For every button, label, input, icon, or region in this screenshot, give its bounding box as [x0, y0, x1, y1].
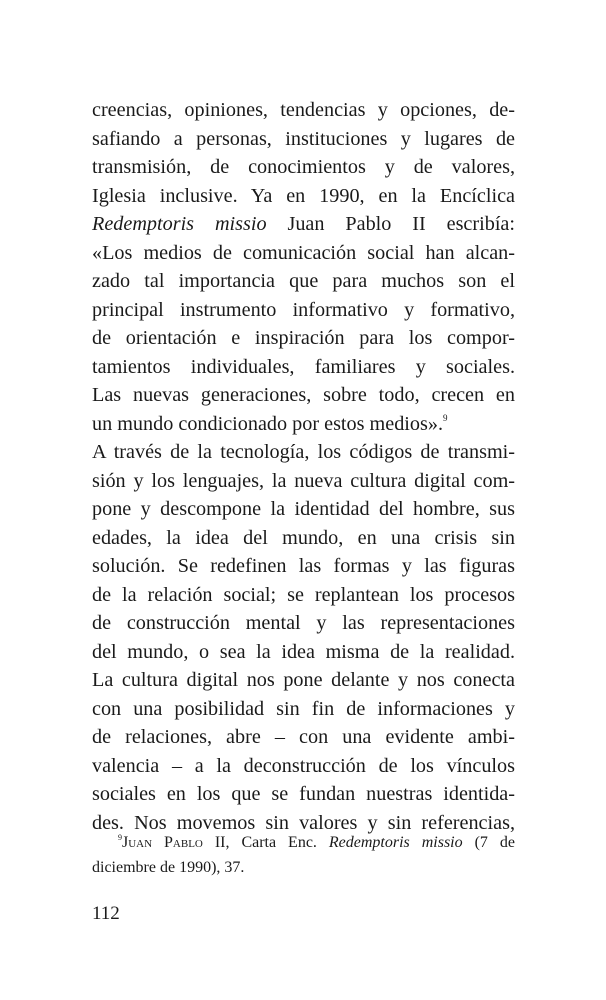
- body-text: [92, 96, 515, 837]
- text-line: valencia – a la deconstrucción de los vínculos: [92, 754, 515, 777]
- footnote-title: Redemptoris missio: [328, 834, 463, 851]
- text-line: edades, la idea del mundo, en una crisis sin: [92, 526, 515, 549]
- text-line: con una posibilidad sin fin de informaciones y: [92, 697, 515, 720]
- text-line: safiando a personas, instituciones y lugares de: [92, 127, 515, 150]
- text-line: creencias, opiniones, tendencias y opciones, de-: [92, 99, 515, 121]
- text-line: Las nuevas generaciones, sobre todo, crecen en: [92, 384, 515, 406]
- text-line: tamientos individuales, familiares y sociales.: [92, 355, 515, 378]
- footnote-line: $^9$Juan Pablo II, Carta Enc. Redemptoris missio (7 de: [118, 833, 515, 851]
- footnote-number: 9: [118, 833, 122, 842]
- footnote-line: diciembre de 1990), 37.: [92, 859, 245, 876]
- text-line: solución. Se redefinen las formas y las figuras: [92, 555, 515, 577]
- page-number: 112: [92, 903, 120, 924]
- encyclical-title: Redemptoris missio: [92, 213, 267, 235]
- text-line: sociales en los que se fundan nuestras identida-: [92, 783, 515, 805]
- text-line: des. Nos movemos sin valores y sin referencias,: [92, 811, 515, 834]
- text-line: transmisión, de conocimientos y de valores,: [92, 156, 515, 178]
- footnote-author: Juan Pablo II: [122, 834, 226, 851]
- text-line: un mundo condicionado por estos medios».$^9$: [92, 412, 448, 435]
- text-line: A través de la tecnología, los códigos de transmi-: [92, 441, 515, 463]
- footnote: [92, 830, 515, 880]
- text-line: Redemptoris missio Juan Pablo II escribía:: [92, 213, 515, 235]
- text-line: de relaciones, abre – con una evidente ambi-: [92, 726, 515, 748]
- text-line: de construcción mental y las representaciones: [92, 612, 515, 634]
- text-line: pone y descompone la identidad del hombre, sus: [92, 498, 515, 520]
- text-line: Iglesia inclusive. Ya en 1990, en la Encíclica: [92, 184, 515, 207]
- text-line: sión y los lenguajes, la nueva cultura digital com-: [92, 469, 515, 492]
- text-line: principal instrumento informativo y formativo,: [92, 298, 515, 321]
- text-line: de orientación e inspiración para los compor-: [92, 327, 515, 349]
- text-line: de la relación social; se replantean los procesos: [92, 583, 515, 606]
- text-line: zado tal importancia que para muchos son el: [92, 270, 515, 292]
- text-line: del mundo, o sea la idea misma de la realidad.: [92, 640, 515, 663]
- text-line: La cultura digital nos pone delante y nos conecta: [92, 669, 515, 691]
- text-line: «Los medios de comunicación social han alcan-: [92, 241, 515, 264]
- footnote-reference[interactable]: 9: [443, 412, 448, 423]
- page-body: [92, 96, 515, 837]
